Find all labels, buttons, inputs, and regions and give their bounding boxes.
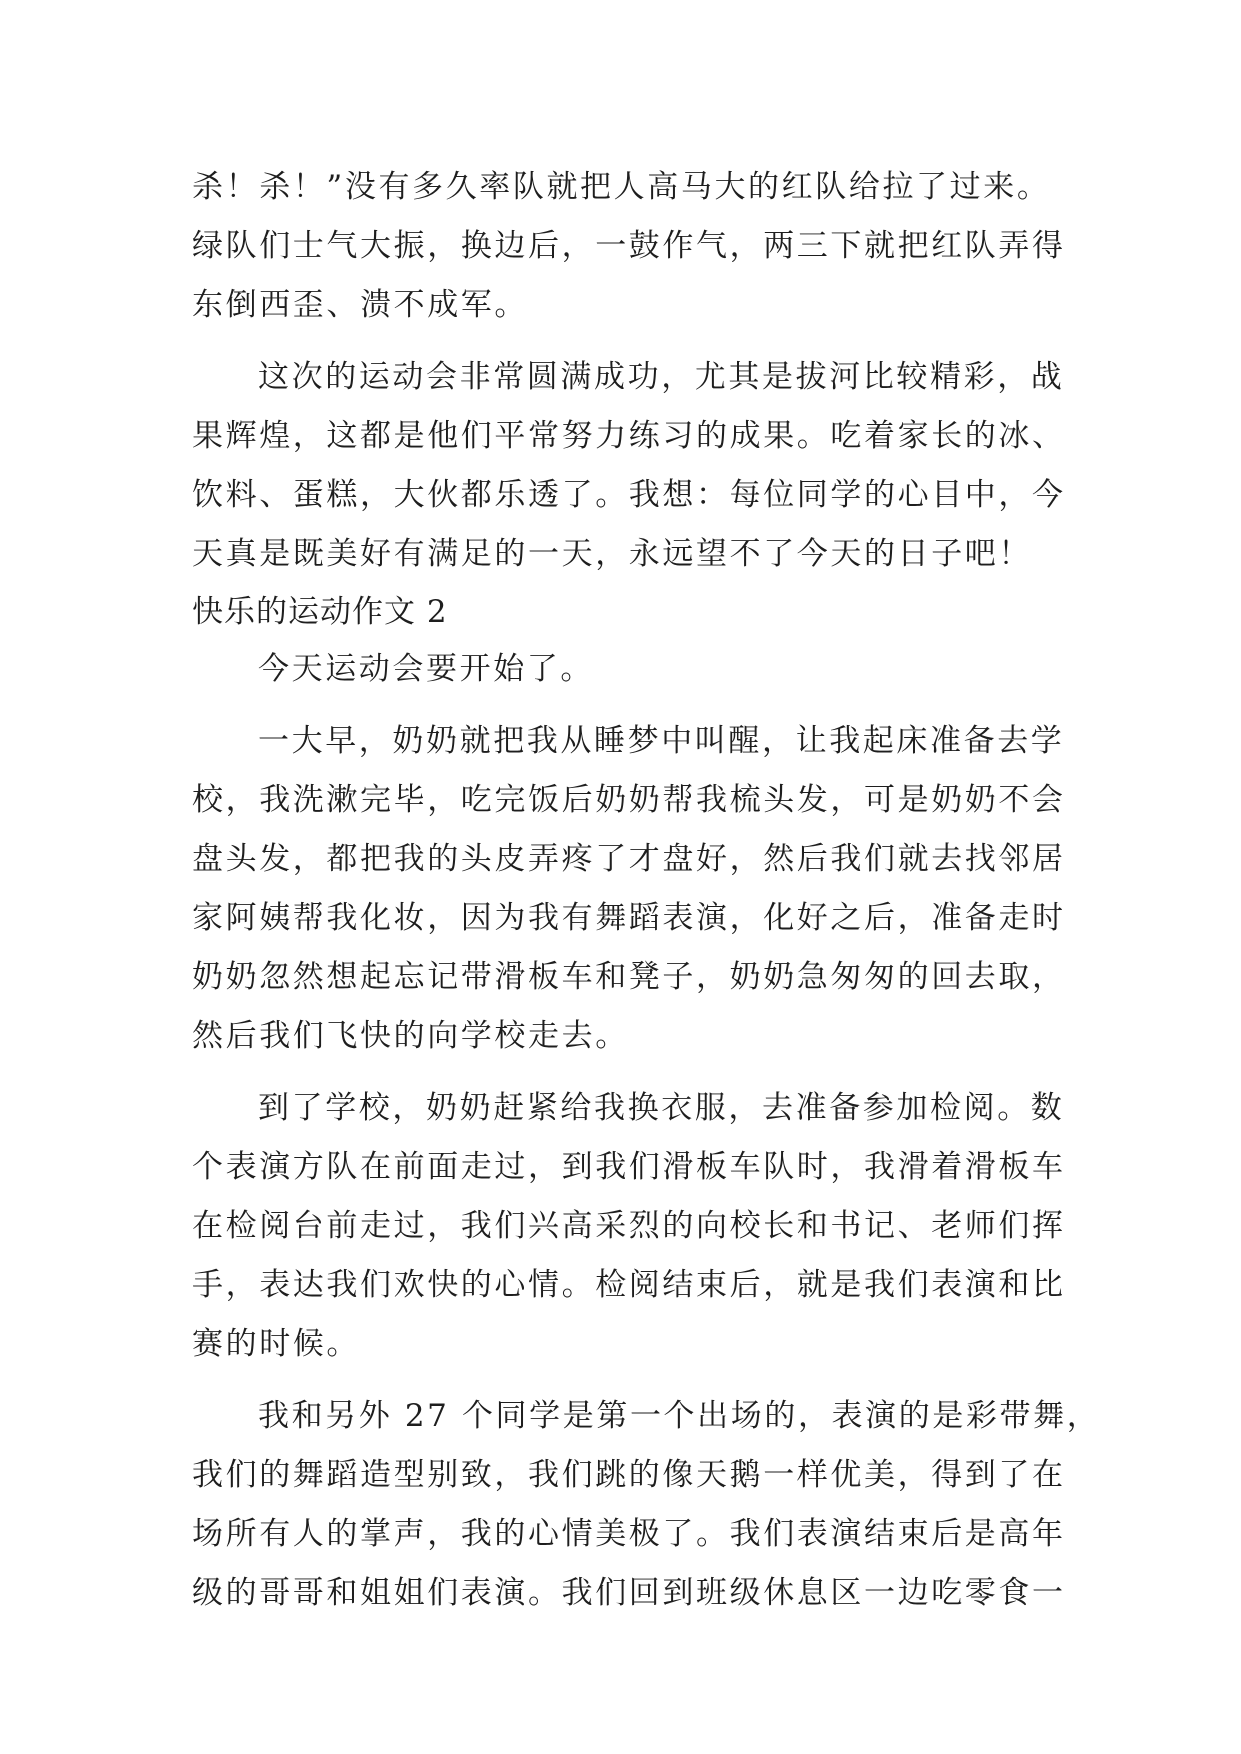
text-line: 个表演方队在前面走过，到我们滑板车队时，我滑着滑板车 [192,1149,1066,1185]
text-line: 场所有人的掌声，我的心情美极了。我们表演结束后是高年 [192,1516,1066,1552]
text-line: 绿队们士气大振，换边后，一鼓作气，两三下就把红队弄得 [192,228,1066,264]
text-line: 校，我洗漱完毕，吃完饭后奶奶帮我梳头发，可是奶奶不会 [192,782,1066,818]
text-line: 在检阅台前走过，我们兴高采烈的向校长和书记、老师们挥 [192,1208,1066,1244]
text-line: 家阿姨帮我化妆，因为我有舞蹈表演，化好之后，准备走时 [192,900,1066,936]
section-heading: 快乐的运动作文 2 [192,594,448,630]
text-line: 这次的运动会非常圆满成功，尤其是拔河比较精彩，战 [258,359,1065,395]
text-line: 今天运动会要开始了。 [258,651,594,687]
text-line: 天真是既美好有满足的一天，永远望不了今天的日子吧！ [192,536,1032,572]
text-line: 盘头发，都把我的头皮弄疼了才盘好，然后我们就去找邻居 [192,841,1066,877]
text-line: 我们的舞蹈造型别致，我们跳的像天鹅一样优美，得到了在 [192,1457,1066,1493]
text-line: 一大早，奶奶就把我从睡梦中叫醒，让我起床准备去学 [258,723,1065,759]
text-line: 级的哥哥和姐姐们表演。我们回到班级休息区一边吃零食一 [192,1575,1066,1611]
text-line: 赛的时候。 [192,1326,360,1362]
text-line: 手，表达我们欢快的心情。检阅结束后，就是我们表演和比 [192,1267,1066,1303]
text-line: 然后我们飞快的向学校走去。 [192,1018,629,1054]
text-line: 奶奶忽然想起忘记带滑板车和凳子，奶奶急匆匆的回去取， [192,959,1066,995]
text-line: 到了学校，奶奶赶紧给我换衣服，去准备参加检阅。数 [258,1090,1065,1126]
text-line: 我和另外 27 个同学是第一个出场的，表演的是彩带舞， [258,1398,1101,1434]
text-line: 果辉煌，这都是他们平常努力练习的成果。吃着家长的冰、 [192,418,1066,454]
text-line: 东倒西歪、溃不成军。 [192,287,528,323]
document-body [192,158,1101,1623]
text-line: 杀！杀！”没有多久率队就把人高马大的红队给拉了过来。 [192,169,1051,205]
text-line: 饮料、蛋糕，大伙都乐透了。我想：每位同学的心目中，今 [192,477,1066,513]
